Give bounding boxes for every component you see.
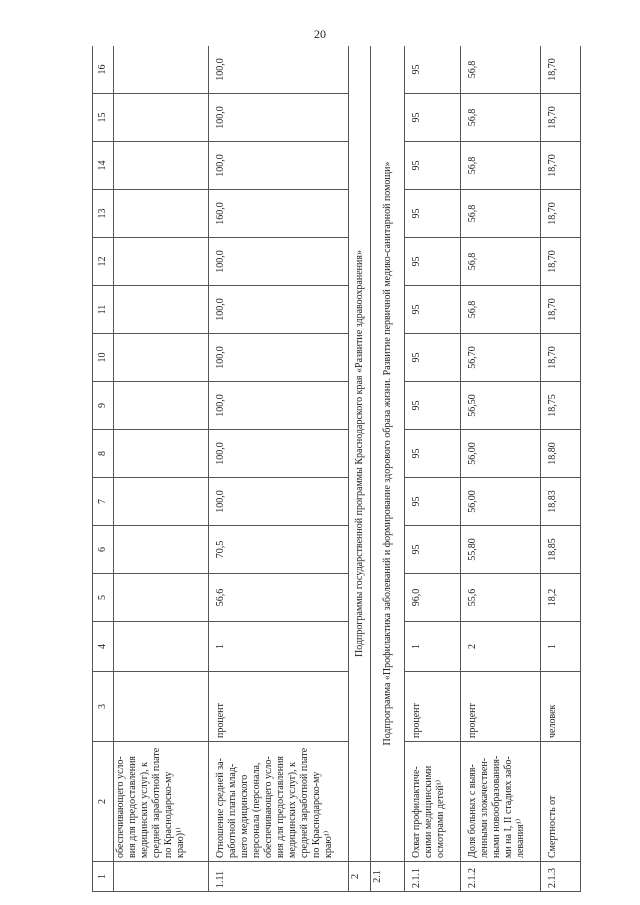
row-number — [114, 862, 209, 892]
indicator-name: обеспечивающего усло-вия для предоставления медицинских услуг), к средней заработной плате по Краснодарско-му краю)¹⁾ — [114, 742, 209, 862]
unit: процент — [461, 672, 541, 742]
value-cell — [114, 142, 209, 190]
value-cell: 18,70 — [541, 334, 581, 382]
value-cell: 18,70 — [541, 190, 581, 238]
value-cell — [114, 94, 209, 142]
status: 1 — [405, 622, 461, 672]
column-number: 11 — [93, 286, 114, 334]
value-cell: 18,70 — [541, 142, 581, 190]
value-cell: 96,0 — [405, 574, 461, 622]
value-cell: 56,8 — [461, 46, 541, 94]
value-cell — [114, 238, 209, 286]
value-cell: 18,83 — [541, 478, 581, 526]
value-cell: 95 — [405, 478, 461, 526]
value-cell: 95 — [405, 142, 461, 190]
value-cell: 70,5 — [209, 526, 349, 574]
unit: процент — [209, 672, 349, 742]
value-cell: 100,0 — [209, 286, 349, 334]
value-cell: 56,00 — [461, 478, 541, 526]
value-cell: 95 — [405, 190, 461, 238]
indicators-table — [92, 46, 581, 892]
value-cell: 100,0 — [209, 142, 349, 190]
table-region — [92, 46, 612, 892]
section-number: 2 — [349, 862, 371, 892]
value-cell: 160,0 — [209, 190, 349, 238]
value-cell: 56,00 — [461, 430, 541, 478]
table-row — [209, 46, 349, 892]
value-cell: 56,8 — [461, 238, 541, 286]
row-number: 1.11 — [209, 862, 349, 892]
column-number: 13 — [93, 190, 114, 238]
table-row — [405, 46, 461, 892]
value-cell: 18,80 — [541, 430, 581, 478]
column-number: 5 — [93, 574, 114, 622]
value-cell: 55,80 — [461, 526, 541, 574]
value-cell: 18,70 — [541, 46, 581, 94]
column-number: 4 — [93, 622, 114, 672]
value-cell: 18,70 — [541, 286, 581, 334]
column-number: 16 — [93, 46, 114, 94]
column-number: 14 — [93, 142, 114, 190]
value-cell: 56,8 — [461, 142, 541, 190]
value-cell: 56,8 — [461, 286, 541, 334]
value-cell: 95 — [405, 238, 461, 286]
page-number: 20 — [314, 27, 326, 41]
value-cell: 100,0 — [209, 382, 349, 430]
value-cell: 56,50 — [461, 382, 541, 430]
table-row — [461, 46, 541, 892]
value-cell: 95 — [405, 286, 461, 334]
value-cell: 56,8 — [461, 94, 541, 142]
section-row — [349, 46, 371, 892]
row-number: 2.1.1 — [405, 862, 461, 892]
row-number: 2.1.3 — [541, 862, 581, 892]
column-number: 6 — [93, 526, 114, 574]
column-number: 1 — [93, 862, 114, 892]
section-title: Подпрограммы государственной программы Краснодарского края «Развитие здравоохранения» — [349, 46, 371, 862]
value-cell — [114, 46, 209, 94]
indicator-name: Смертность от — [541, 742, 581, 862]
value-cell — [114, 334, 209, 382]
indicator-name: Доля больных с выяв-ленными злокачествен-ными новообразования-ми на I, II стадиях забо-левания¹⁾ — [461, 742, 541, 862]
status: 2 — [461, 622, 541, 672]
status: 1 — [541, 622, 581, 672]
value-cell: 100,0 — [209, 46, 349, 94]
value-cell: 95 — [405, 382, 461, 430]
value-cell: 18,75 — [541, 382, 581, 430]
value-cell: 100,0 — [209, 94, 349, 142]
value-cell: 95 — [405, 46, 461, 94]
status: 1 — [209, 622, 349, 672]
value-cell: 100,0 — [209, 430, 349, 478]
column-number: 15 — [93, 94, 114, 142]
value-cell: 56,8 — [461, 190, 541, 238]
section-number: 2.1 — [371, 862, 405, 892]
section-row — [371, 46, 405, 892]
column-number: 12 — [93, 238, 114, 286]
column-number: 10 — [93, 334, 114, 382]
value-cell — [114, 430, 209, 478]
value-cell: 95 — [405, 94, 461, 142]
column-number: 7 — [93, 478, 114, 526]
rotated-table-container — [92, 46, 612, 892]
value-cell — [114, 574, 209, 622]
value-cell: 55,6 — [461, 574, 541, 622]
unit: человек — [541, 672, 581, 742]
value-cell: 100,0 — [209, 334, 349, 382]
row-number: 2.1.2 — [461, 862, 541, 892]
column-number: 3 — [93, 672, 114, 742]
value-cell — [114, 478, 209, 526]
value-cell — [114, 286, 209, 334]
value-cell: 18,70 — [541, 94, 581, 142]
section-title: Подпрограмма «Профилактика заболеваний и формирование здорового образа жизни. Развитие первичной медико-санитарной помощи» — [371, 46, 405, 862]
value-cell: 18,2 — [541, 574, 581, 622]
table-row — [114, 46, 209, 892]
indicator-name: Отношение средней за-работной платы млад-шего медицинского персонала (персонала, обеспечивающего усло-вия для предоставления медицинских услуг), к средней заработной плате по Краснодарско-му краю¹⁾ — [209, 742, 349, 862]
value-cell: 100,0 — [209, 238, 349, 286]
unit: процент — [405, 672, 461, 742]
column-number: 8 — [93, 430, 114, 478]
value-cell: 18,70 — [541, 238, 581, 286]
value-cell — [114, 526, 209, 574]
column-number: 9 — [93, 382, 114, 430]
value-cell: 95 — [405, 430, 461, 478]
value-cell: 18,85 — [541, 526, 581, 574]
value-cell — [114, 190, 209, 238]
value-cell: 56,6 — [209, 574, 349, 622]
status — [114, 622, 209, 672]
column-number: 2 — [93, 742, 114, 862]
value-cell: 56,70 — [461, 334, 541, 382]
unit — [114, 672, 209, 742]
value-cell: 95 — [405, 334, 461, 382]
indicator-name: Охват профилактиче-скими медицинскими осмотрами детей¹⁾ — [405, 742, 461, 862]
value-cell: 100,0 — [209, 478, 349, 526]
table-row — [541, 46, 581, 892]
column-number-row — [93, 46, 114, 892]
value-cell: 95 — [405, 526, 461, 574]
value-cell — [114, 382, 209, 430]
